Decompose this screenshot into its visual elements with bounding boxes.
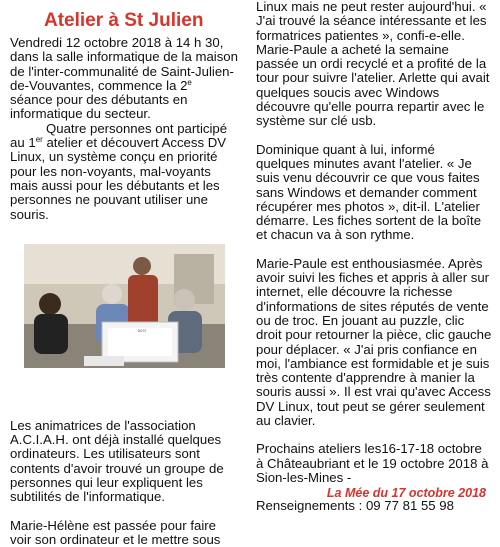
paragraph-gap: [256, 428, 492, 442]
paragraph-marie-paule: Marie-Paule est enthousiasmée. Après avoir suivi les fiches et appris à aller sur internet, elle découvre la richesse d'informations de sites réputés de vente ou de troc. En jouant au puzzle, clic droit pour retourner la pièce, clic gauche pour déplacer. « J'ai pris confiance en moi, l'ambiance est formidable et je suis très contente d'apprendre à manier la souris aussi ». Il est vrai qu'avec Access DV Linux, tout peut se gérer seulement au clavier.: [256, 255, 492, 429]
intro-ordinal-suffix: e: [187, 77, 192, 87]
intro-text-tail: séance pour des débutants en informatique du secteur.: [10, 92, 188, 122]
paragraph-marie-helene: Marie-Hélène est passée pour faire voir son ordinateur et le mettre sous: [10, 517, 221, 547]
intro-text: Vendredi 12 octobre 2018 à 14 h 30, dans la salle informatique de la maison de l'inter-communalité de Saint-Julien-de-Vouvantes, commence la: [10, 35, 238, 93]
participants-text: Quatre personnes ont participé au: [10, 120, 228, 151]
paragraph-dominique: Dominique quant à lui, informé quelques minutes avant l'atelier. « Je suis venu découvrir ce que vous faites sans Windows et demander comment récupérer mes photos », dit-il. L'atelier démarre. Les fiches sortent de la boîte et chacun va à son rythme.: [256, 141, 482, 243]
paragraph-gap: [256, 129, 492, 143]
paragraph-gap: [256, 243, 492, 257]
laptop-brand-label: acer: [137, 328, 147, 333]
paragraph-intro: [10, 36, 238, 122]
intro-ordinal-number: 2: [180, 77, 188, 93]
paragraph-animatrices: Les animatrices de l'association A.C.I.A.H. ont déjà installé quelques ordinateurs. Les utilisateurs sont contents d'avoir trouvé un groupe de personnes qui leur expliquent les subtilités de l'informatique.: [10, 417, 224, 505]
source-credit: La Mée du 17 octobre 2018: [326, 486, 486, 500]
paragraph-next-workshops: Prochains ateliers les16-17-18 octobre à Châteaubriant et le 19 octobre 2018 à Sion-les-Mines -: [256, 441, 489, 485]
participants-ordinal-suffix: er: [35, 135, 43, 145]
participants-ordinal-number: 1: [28, 135, 36, 151]
right-column: [256, 0, 492, 514]
workshop-photo: [24, 244, 225, 368]
paragraph-gap: [10, 505, 238, 519]
paragraph-contact: Renseignements : 09 77 81 55 98: [256, 498, 454, 514]
paragraph-continuation: Linux mais ne peut rester aujourd'hui. « J'ai trouvé la séance intéressante et les formatrices patientes », confi-e-elle. Marie-Paule a acheté la semaine passée un ordi recyclé et a profité de la tour pour suivre l'atelier. Arlette qui avait quelques soucis avec Windows découvre qu'elle pourra repartir avec le système sur clé usb.: [256, 0, 490, 129]
article-title: Atelier à St Julien: [44, 10, 204, 31]
workshop-photo-illustration: [24, 244, 225, 368]
participants-text-tail: atelier et découvert Access DV Linux, un système conçu en priorité pour les non-voyants, mal-voyants mais aussi pour les débutants et les personnes ne pouvant utiliser une souris.: [10, 135, 227, 222]
paragraph-participants: [10, 122, 238, 222]
